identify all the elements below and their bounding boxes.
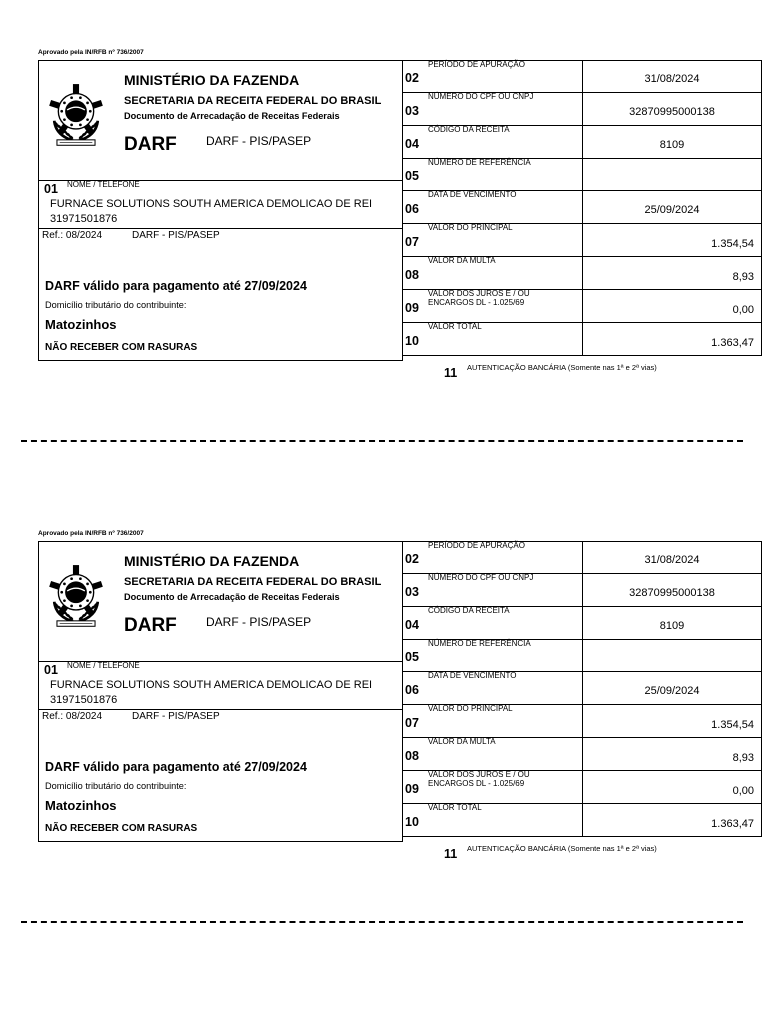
- field-09: [402, 289, 761, 322]
- field-01-label: NOME / TELEFONE: [67, 661, 140, 670]
- field-09-value: 0,00: [732, 785, 754, 797]
- field-10-value: 1.363,47: [711, 818, 754, 830]
- field-05-label: NÚMERO DE REFERÊNCIA: [428, 158, 531, 167]
- domicile-city: Matozinhos: [45, 317, 117, 332]
- field-06-value: 25/09/2024: [644, 204, 700, 216]
- field-09-label: VALOR DOS JUROS E / OU: [428, 770, 530, 779]
- field-10: [402, 322, 761, 355]
- field-09-number: 09: [405, 301, 419, 315]
- approval-note: Aprovado pela IN/RFB nº 736/2007: [38, 49, 144, 56]
- field-03: [402, 573, 761, 606]
- darf-label: DARF: [124, 134, 177, 155]
- field-07: [402, 223, 761, 256]
- field-04-number: 04: [405, 137, 419, 151]
- field-02-value: 31/08/2024: [644, 73, 700, 85]
- ministry-title: MINISTÉRIO DA FAZENDA: [124, 72, 300, 88]
- field-07-number: 07: [405, 716, 419, 730]
- field-01-number: 01: [44, 182, 58, 196]
- field-07: [402, 704, 761, 737]
- darf-label: DARF: [124, 615, 177, 636]
- field-11-number: 11: [444, 366, 458, 380]
- rule-line: [38, 841, 403, 842]
- field-08-value: 8,93: [732, 752, 754, 764]
- reference-period: Ref.: 08/2024: [42, 230, 103, 241]
- reference-period: Ref.: 08/2024: [42, 711, 103, 722]
- darf-copy: [0, 49, 768, 529]
- rule-line: [38, 60, 39, 360]
- field-08: [402, 256, 761, 289]
- field-07-value: 1.354,54: [711, 238, 754, 250]
- field-10-number: 10: [405, 815, 419, 829]
- field-09: [402, 770, 761, 803]
- field-03: [402, 92, 761, 125]
- field-09-value: 0,00: [732, 304, 754, 316]
- field-02-number: 02: [405, 71, 419, 85]
- field-08-number: 08: [405, 268, 419, 282]
- field-08: [402, 737, 761, 770]
- field-05: [402, 158, 761, 190]
- rule-line: [402, 355, 762, 356]
- field-03-number: 03: [405, 104, 419, 118]
- field-07-label: VALOR DO PRINCIPAL: [428, 223, 513, 232]
- field-10-number: 10: [405, 334, 419, 348]
- rule-line: [38, 360, 403, 361]
- approval-note: Aprovado pela IN/RFB nº 736/2007: [38, 530, 144, 537]
- field-04-value: 8109: [659, 139, 685, 151]
- field-06: [402, 190, 761, 223]
- domicile-label: Domicílio tributário do contribuinte:: [45, 300, 187, 310]
- field-04-label: CÓDIGO DA RECEITA: [428, 125, 510, 134]
- field-10: [402, 803, 761, 836]
- field-06: [402, 671, 761, 704]
- document-title: Documento de Arrecadação de Receitas Federais: [124, 592, 340, 602]
- ministry-title: MINISTÉRIO DA FAZENDA: [124, 553, 300, 569]
- field-09-label: VALOR DOS JUROS E / OU: [428, 289, 530, 298]
- field-01-number: 01: [44, 663, 58, 677]
- taxpayer-phone: 31971501876: [50, 694, 118, 706]
- field-09-label-2: ENCARGOS DL - 1.025/69: [428, 298, 525, 307]
- no-erasures-notice: NÃO RECEBER COM RASURAS: [45, 823, 198, 834]
- field-02-label: PERÍODO DE APURAÇÃO: [428, 60, 525, 69]
- field-05-number: 05: [405, 650, 419, 664]
- field-02-value: 31/08/2024: [644, 554, 700, 566]
- rule-line: [38, 228, 402, 229]
- reference-darf-type: DARF - PIS/PASEP: [132, 711, 220, 722]
- rule-line: [38, 709, 402, 710]
- field-06-number: 06: [405, 202, 419, 216]
- field-01-label: NOME / TELEFONE: [67, 180, 140, 189]
- rule-line: [761, 60, 762, 356]
- field-11-number: 11: [444, 847, 458, 861]
- taxpayer-name: FURNACE SOLUTIONS SOUTH AMERICA DEMOLICAO DE REI: [50, 679, 373, 691]
- field-10-label: VALOR TOTAL: [428, 322, 482, 331]
- bank-authentication-label: AUTENTICAÇÃO BANCÁRIA (Somente nas 1ª e 2ª vias): [467, 363, 657, 372]
- field-06-number: 06: [405, 683, 419, 697]
- rule-line: [402, 836, 762, 837]
- field-09-number: 09: [405, 782, 419, 796]
- field-08-label: VALOR DA MULTA: [428, 737, 496, 746]
- document-title: Documento de Arrecadação de Receitas Federais: [124, 111, 340, 121]
- field-08-number: 08: [405, 749, 419, 763]
- field-04: [402, 606, 761, 639]
- field-07-number: 07: [405, 235, 419, 249]
- rule-line: [761, 541, 762, 837]
- field-02-number: 02: [405, 552, 419, 566]
- secretariat-title: SECRETARIA DA RECEITA FEDERAL DO BRASIL: [124, 95, 382, 107]
- no-erasures-notice: NÃO RECEBER COM RASURAS: [45, 342, 198, 353]
- field-03-label: NÚMERO DO CPF OU CNPJ: [428, 573, 534, 582]
- taxpayer-phone: 31971501876: [50, 213, 118, 225]
- darf-type: DARF - PIS/PASEP: [206, 134, 312, 148]
- field-07-label: VALOR DO PRINCIPAL: [428, 704, 513, 713]
- reference-darf-type: DARF - PIS/PASEP: [132, 230, 220, 241]
- valid-until: DARF válido para pagamento até 27/09/2024: [45, 279, 307, 293]
- field-04-number: 04: [405, 618, 419, 632]
- darf-form: [38, 60, 762, 380]
- bank-authentication-label: AUTENTICAÇÃO BANCÁRIA (Somente nas 1ª e 2ª vias): [467, 844, 657, 853]
- field-06-value: 25/09/2024: [644, 685, 700, 697]
- field-04-value: 8109: [659, 620, 685, 632]
- darf-type: DARF - PIS/PASEP: [206, 615, 312, 629]
- field-05-label: NÚMERO DE REFERÊNCIA: [428, 639, 531, 648]
- coat-of-arms-icon: [42, 80, 110, 148]
- cut-line: [21, 440, 743, 442]
- valid-until: DARF válido para pagamento até 27/09/2024: [45, 760, 307, 774]
- field-02: [402, 541, 761, 573]
- field-05: [402, 639, 761, 671]
- field-06-label: DATA DE VENCIMENTO: [428, 671, 517, 680]
- field-07-value: 1.354,54: [711, 719, 754, 731]
- field-08-value: 8,93: [732, 271, 754, 283]
- secretariat-title: SECRETARIA DA RECEITA FEDERAL DO BRASIL: [124, 576, 382, 588]
- darf-copy: [0, 530, 768, 1010]
- field-02: [402, 60, 761, 92]
- domicile-label: Domicílio tributário do contribuinte:: [45, 781, 187, 791]
- field-03-value: 32870995000138: [629, 587, 715, 599]
- field-04: [402, 125, 761, 158]
- coat-of-arms-icon: [42, 561, 110, 629]
- field-09-label-2: ENCARGOS DL - 1.025/69: [428, 779, 525, 788]
- field-03-value: 32870995000138: [629, 106, 715, 118]
- darf-form: [38, 541, 762, 861]
- domicile-city: Matozinhos: [45, 798, 117, 813]
- field-10-label: VALOR TOTAL: [428, 803, 482, 812]
- field-02-label: PERÍODO DE APURAÇÃO: [428, 541, 525, 550]
- rule-line: [38, 541, 39, 841]
- field-08-label: VALOR DA MULTA: [428, 256, 496, 265]
- field-04-label: CÓDIGO DA RECEITA: [428, 606, 510, 615]
- field-06-label: DATA DE VENCIMENTO: [428, 190, 517, 199]
- field-10-value: 1.363,47: [711, 337, 754, 349]
- field-03-number: 03: [405, 585, 419, 599]
- taxpayer-name: FURNACE SOLUTIONS SOUTH AMERICA DEMOLICAO DE REI: [50, 198, 373, 210]
- cut-line: [21, 921, 743, 923]
- field-03-label: NÚMERO DO CPF OU CNPJ: [428, 92, 534, 101]
- field-05-number: 05: [405, 169, 419, 183]
